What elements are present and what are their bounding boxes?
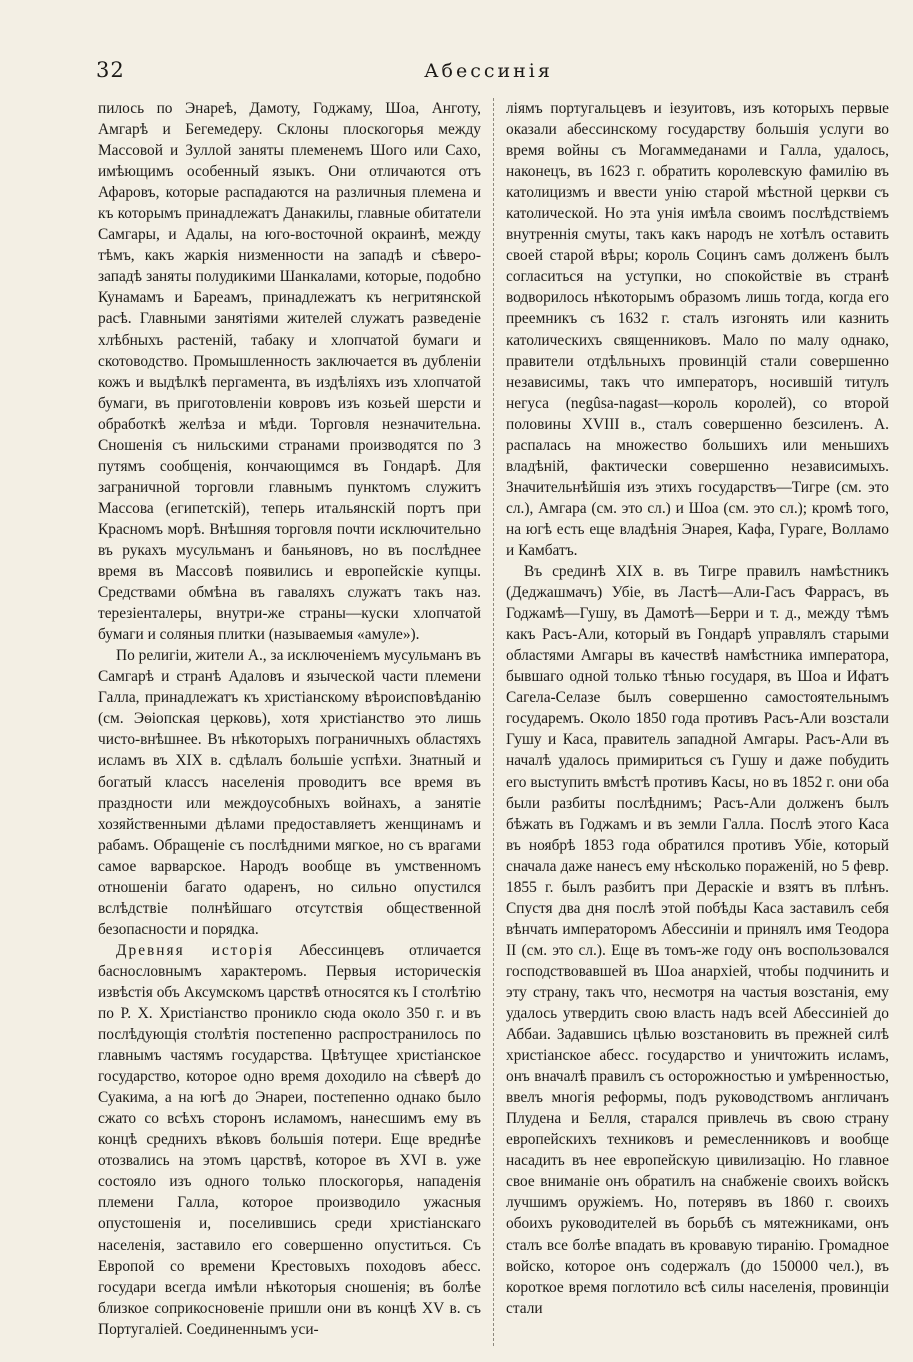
paragraph-text: Абессинцевъ отличается баснословнымъ характеромъ. Первыя историческія извѣстія объ Аксумскомъ царствѣ относятся къ I столѣтію по Р. Х. Христіанство проникло сюда около 350 г. и въ послѣдующія столѣтія постепенно распространилось по главнымъ частямъ государства. Цвѣтущее христіанское государство, которое одно время доходило на сѣверѣ до Суакима, а на югѣ до Энареи, постепенно однако было сжато со всѣхъ сторонъ исламомъ, нанесшимъ ему въ концѣ среднихъ вѣковъ большія потери. Еще вреднѣе отозвались на этомъ царствѣ, которое въ XVI в. уже состояло изъ одного только плоскогорья, нападенія племени Галла, которое производило ужасныя опустошенія и, поселившись среди христіанскаго населенія, заставило его совершенно опуститься. Съ Европой со времени Крестовыхъ походовъ абесс. государи всегда имѣли нѣкоторыя сношенія; въ болѣе близкое соприкосновеніе пришли они въ концѣ XV в. съ Португаліей. Соединеннымъ уси-	[98, 941, 481, 1338]
running-title: Абессинія	[424, 60, 553, 82]
paragraph: пилось по Энареѣ, Дамоту, Годжаму, Шоа, Анготу, Амгарѣ и Бегемедеру. Склоны плоскогорья между Массовой и Зуллой заняты племенемъ Шого или Сахо, имѣющимъ особенный языкъ. Они отличаются отъ Афаровъ, которые распадаются на различныя племена и къ которымъ принадлежатъ Данакилы, главные обитатели Самгары, и Адалы, на юго-восточной окраинѣ, между тѣмъ, какъ жаркія низменности на западѣ и сѣверо-западѣ заняты полудикими Шанкалами, которые, подобно Кунамамъ и Бареамъ, принадлежатъ къ негритянской расѣ. Главными занятіями жителей служатъ разведеніе хлѣбныхъ растеній, табаку и хлопчатой бумаги и скотоводство. Промышленность заключается въ дубленіи кожъ и выдѣлкѣ пергамента, въ издѣліяхъ изъ хлопчатой бумаги, въ приготовленіи ковровъ изъ козьей шерсти и обработкѣ желѣза и мѣди. Торговля незначительна. Сношенія съ нильскими странами производятся по 3 путямъ сообщенія, кончающимся въ Гондарѣ. Для заграничной торговли главнымъ пунктомъ служитъ Массова (египетскій), теперь итальянскій портъ при Красномъ морѣ. Внѣшняя торговля почти исключительно въ рукахъ мусульманъ и баньяновъ, но въ послѣднее время въ Массовѣ появились и европейскіе купцы. Средствами обмѣна въ гаваляхъ служатъ такъ наз. терезіенталеры, внутри-же страны—куски хлопчатой бумаги и соляныя плитки (называемыя «амуле»).	[98, 100, 481, 644]
paragraph	[98, 940, 481, 1340]
paragraph: ліямъ португальцевъ и іезуитовъ, изъ которыхъ первые оказали абессинскому государству большія услуги во время войны съ Могаммеданами и Галла, удалось, наконецъ, въ 1623 г. обратить королевскую фамилію въ католицизмъ и ввести унію старой мѣстной церкви съ католической. Но эта унія имѣла своимъ послѣдствіемъ внутреннія смуты, такъ какъ народъ не хотѣлъ оставить своей старой вѣры; король Социнъ самъ долженъ былъ согласиться на уступки, но спокойствіе въ странѣ водворилось нѣкоторымъ образомъ лишь тогда, когда его преемникъ съ 1632 г. сталъ изгонять или казнить католическихъ священниковъ. Мало по малу однако, правители отдѣльныхъ провинцій стали совершенно независимы, такъ что императоръ, носившій титулъ негуса (negûsa-nagast—король королей), со второй половины XVIII в., сталъ совершенно безсиленъ. А. распалась на множество большихъ или меньшихъ владѣній, фактически совершенно независимыхъ. Значительнѣйшія изъ этихъ государствъ—Тигре (см. это сл.), Амгара (см. это сл.) и Шоа (см. это сл.); кромѣ того, на югѣ есть еще владѣнія Энарея, Кафа, Гураге, Волламо и Камбатъ.	[506, 100, 889, 559]
section-lead: Древняя исторія	[116, 941, 274, 959]
column-divider	[493, 98, 494, 1346]
paragraph: Въ срединѣ XIX в. въ Тигре правилъ намѣстникъ (Деджашмачъ) Убіе, въ Ластѣ—Али-Гасъ Фаррасъ, въ Годжамѣ—Гушу, въ Дамотѣ—Берри и т. д., между тѣмъ какъ Расъ-Али, который въ Гондарѣ управлялъ старыми областями Амгары въ качествѣ намѣстника императора, бывшаго одной только тѣнью государя, въ Шоа и Ифатъ Сагела-Селазе былъ совершенно самостоятельнымъ государемъ. Около 1850 года противъ Расъ-Али возстали Гушу и Каса, правитель западной Амгары. Расъ-Али въ началѣ удалось примириться съ Гушу и даже побудить его выступить вмѣстѣ противъ Касы, но въ 1852 г. они оба были разбиты послѣднимъ; Расъ-Али долженъ былъ бѣжать въ Годжамъ и въ земли Галла. Послѣ этого Каса въ ноябрѣ 1853 года обратился противъ Убіе, который сначала даже нанесъ ему нѣсколько пораженій, но 5 февр. 1855 г. былъ разбитъ при Дераскіе и взятъ въ плѣнъ. Спустя два дня послѣ этой побѣды Каса заставилъ себя вѣнчать императоромъ Абессиніи и принялъ имя Теодора II (см. это сл.). Еще въ томъ-же году онъ воспользовался господствовавшей въ Шоа анархіей, чтобы подчинить и эту страну, такъ что, несмотря на частыя возстанія, ему удалось утвердить свою власть надъ всей Абессиніей до Аббаи. Задавшись цѣлью возстановить въ прежней силѣ христіанское абесс. государство и уничтожить исламъ, онъ вначалѣ правилъ съ осторожностью и умѣренностью, ввелъ многія реформы, подъ руководствомъ англичанъ Плудена и Белля, старался привлечь въ свою страну европейскихъ техниковъ и ремесленниковъ и вообще насадить въ нее европейскую цивилизацію. Но главное свое вниманіе онъ обратилъ на снабженіе своихъ войскъ лучшимъ оружіемъ. Но, потерявъ въ 1860 г. своихъ обоихъ руководителей въ борьбѣ съ мятежниками, онъ сталъ все болѣе впадать въ кровавую тиранію. Громадное войско, которое онъ содержалъ (до 150000 чел.), въ короткое время поглотило всѣ силы населенія, провинціи стали	[506, 563, 889, 1317]
left-column	[98, 98, 481, 1353]
page-header	[96, 58, 881, 86]
paragraph: По религіи, жители А., за исключеніемъ мусульманъ въ Самгарѣ и странѣ Адаловъ и языческой части племени Галла, принадлежатъ къ христіанскому вѣроисповѣданію (см. Эѳіопская церковь), хотя христіанство это лишь чисто-внѣшнее. Въ нѣкоторыхъ пограничныхъ областяхъ исламъ въ XIX в. сдѣлалъ большіе успѣхи. Знатный и богатый классъ населенія проводитъ все время въ праздности или междоусобныхъ войнахъ, а занятіе хозяйственными дѣлами предоставляетъ женщинамъ и рабамъ. Обращеніе съ послѣдними мягкое, но съ врагами самое варварское. Народъ вообще въ умственномъ отношеніи багато одаренъ, но сильно опустился вслѣдствіе полнѣйшаго отсутствія общественной безопасности и порядка.	[98, 647, 481, 938]
right-column	[506, 98, 889, 1353]
page-number: 32	[96, 58, 125, 82]
